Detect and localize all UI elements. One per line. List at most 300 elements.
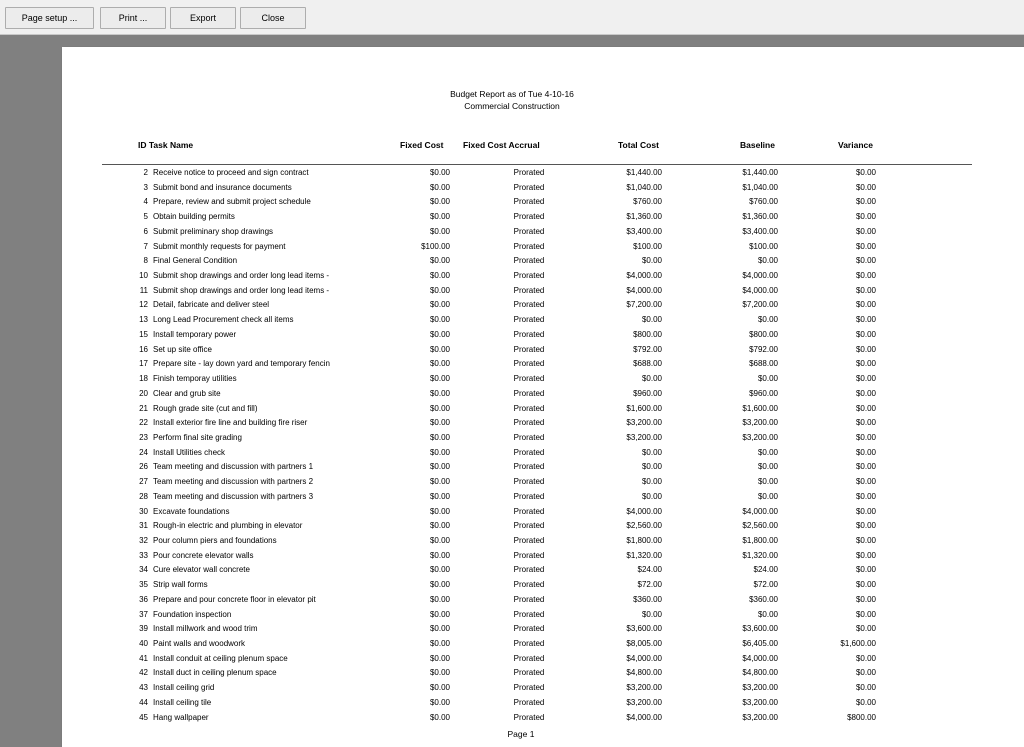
cell-total-cost: $3,400.00 bbox=[626, 226, 662, 236]
cell-fixed-cost: $0.00 bbox=[429, 447, 450, 457]
table-row bbox=[0, 624, 1024, 638]
cell-baseline: $360.00 bbox=[749, 594, 778, 604]
cell-task-name: Install exterior fire line and building fire riser bbox=[153, 418, 308, 428]
cell-task-name: Cure elevator wall concrete bbox=[153, 565, 250, 575]
cell-task-name: Submit monthly requests for payment bbox=[153, 241, 286, 251]
cell-fixed-cost: $0.00 bbox=[429, 418, 450, 428]
cell-variance: $0.00 bbox=[855, 329, 876, 339]
cell-total-cost: $0.00 bbox=[641, 609, 662, 619]
cell-baseline: $960.00 bbox=[749, 388, 778, 398]
cell-fixed-cost-accrual: Prorated bbox=[513, 300, 545, 310]
cell-baseline: $7,200.00 bbox=[742, 300, 778, 310]
cell-baseline: $0.00 bbox=[757, 477, 778, 487]
cell-variance: $0.00 bbox=[855, 624, 876, 634]
cell-task-name: Hang wallpaper bbox=[153, 712, 209, 722]
cell-baseline: $760.00 bbox=[749, 197, 778, 207]
cell-variance: $0.00 bbox=[855, 388, 876, 398]
table-row bbox=[0, 404, 1024, 418]
cell-total-cost: $100.00 bbox=[633, 241, 662, 251]
cell-baseline: $3,200.00 bbox=[742, 697, 778, 707]
cell-variance: $0.00 bbox=[855, 506, 876, 516]
cell-fixed-cost-accrual: Prorated bbox=[513, 432, 545, 442]
cell-variance: $0.00 bbox=[855, 580, 876, 590]
cell-fixed-cost-accrual: Prorated bbox=[513, 477, 545, 487]
cell-fixed-cost: $0.00 bbox=[429, 388, 450, 398]
cell-baseline: $3,200.00 bbox=[742, 418, 778, 428]
cell-variance: $0.00 bbox=[855, 212, 876, 222]
cell-variance: $0.00 bbox=[855, 668, 876, 678]
cell-variance: $0.00 bbox=[855, 197, 876, 207]
cell-total-cost: $0.00 bbox=[641, 477, 662, 487]
table-row bbox=[0, 683, 1024, 697]
table-row bbox=[0, 536, 1024, 550]
cell-variance: $0.00 bbox=[855, 418, 876, 428]
cell-fixed-cost: $0.00 bbox=[429, 653, 450, 663]
cell-task-name: Strip wall forms bbox=[153, 580, 208, 590]
cell-baseline: $1,040.00 bbox=[742, 182, 778, 192]
table-row bbox=[0, 448, 1024, 462]
cell-variance: $0.00 bbox=[855, 256, 876, 266]
cell-fixed-cost: $0.00 bbox=[429, 668, 450, 678]
cell-task-name: Team meeting and discussion with partners 2 bbox=[153, 477, 314, 487]
cell-variance: $0.00 bbox=[855, 653, 876, 663]
cell-baseline: $4,800.00 bbox=[742, 668, 778, 678]
cell-variance: $0.00 bbox=[855, 241, 876, 251]
cell-fixed-cost-accrual: Prorated bbox=[513, 653, 545, 663]
cell-fixed-cost: $0.00 bbox=[429, 712, 450, 722]
cell-variance: $0.00 bbox=[855, 374, 876, 384]
cell-task-name: Long Lead Procurement check all items bbox=[153, 315, 294, 325]
cell-task-name: Prepare and pour concrete floor in elevator pit bbox=[153, 594, 316, 604]
cell-task-name: Rough grade site (cut and fill) bbox=[153, 403, 258, 413]
cell-fixed-cost-accrual: Prorated bbox=[513, 521, 545, 531]
cell-task-name: Install conduit at ceiling plenum space bbox=[153, 653, 288, 663]
cell-fixed-cost-accrual: Prorated bbox=[513, 624, 545, 634]
cell-baseline: $1,800.00 bbox=[742, 536, 778, 545]
cell-total-cost: $688.00 bbox=[633, 359, 662, 369]
report-title: Budget Report as of Tue 4-10-16 bbox=[450, 89, 574, 99]
cell-baseline: $0.00 bbox=[757, 256, 778, 266]
cell-variance: $0.00 bbox=[855, 168, 876, 177]
cell-fixed-cost: $0.00 bbox=[429, 477, 450, 487]
table-row bbox=[0, 433, 1024, 447]
cell-fixed-cost-accrual: Prorated bbox=[513, 565, 545, 575]
cell-fixed-cost-accrual: Prorated bbox=[513, 683, 545, 693]
cell-task-id: 27 bbox=[139, 477, 148, 487]
table-row bbox=[0, 359, 1024, 373]
table-row bbox=[0, 227, 1024, 241]
cell-total-cost: $8,005.00 bbox=[626, 639, 662, 649]
cell-baseline: $72.00 bbox=[753, 580, 778, 590]
cell-task-name: Pour column piers and foundations bbox=[153, 536, 277, 545]
table-row bbox=[0, 698, 1024, 712]
cell-variance: $0.00 bbox=[855, 344, 876, 354]
cell-baseline: $4,000.00 bbox=[742, 653, 778, 663]
cell-task-id: 17 bbox=[139, 359, 148, 369]
cell-task-id: 4 bbox=[143, 197, 148, 207]
cell-task-name: Submit preliminary shop drawings bbox=[153, 226, 274, 236]
table-row bbox=[0, 565, 1024, 579]
cell-fixed-cost-accrual: Prorated bbox=[513, 639, 545, 649]
cell-fixed-cost: $0.00 bbox=[429, 462, 450, 472]
cell-variance: $0.00 bbox=[855, 683, 876, 693]
cell-task-id: 41 bbox=[139, 653, 148, 663]
cell-task-id: 22 bbox=[139, 418, 148, 428]
cell-task-id: 33 bbox=[139, 550, 148, 560]
table-row bbox=[0, 713, 1024, 727]
cell-variance: $0.00 bbox=[855, 432, 876, 442]
cell-total-cost: $4,000.00 bbox=[626, 712, 662, 722]
cell-total-cost: $0.00 bbox=[641, 315, 662, 325]
cell-fixed-cost-accrual: Prorated bbox=[513, 594, 545, 604]
cell-variance: $0.00 bbox=[855, 285, 876, 295]
cell-task-id: 31 bbox=[139, 521, 148, 531]
cell-task-name: Final General Condition bbox=[153, 256, 238, 266]
cell-variance: $0.00 bbox=[855, 697, 876, 707]
table-row bbox=[0, 271, 1024, 285]
cell-fixed-cost: $0.00 bbox=[429, 506, 450, 516]
cell-baseline: $792.00 bbox=[749, 344, 778, 354]
table-row bbox=[0, 610, 1024, 624]
cell-baseline: $4,000.00 bbox=[742, 271, 778, 281]
table-row bbox=[0, 654, 1024, 668]
table-row bbox=[0, 551, 1024, 565]
cell-fixed-cost: $0.00 bbox=[429, 639, 450, 649]
cell-task-name: Paint walls and woodwork bbox=[153, 639, 246, 649]
cell-task-name: Rough-in electric and plumbing in elevator bbox=[153, 521, 303, 531]
report-subtitle: Commercial Construction bbox=[464, 101, 560, 111]
cell-task-name: Excavate foundations bbox=[153, 506, 230, 516]
cell-total-cost: $0.00 bbox=[641, 447, 662, 457]
cell-baseline: $24.00 bbox=[753, 565, 778, 575]
cell-task-id: 6 bbox=[143, 226, 148, 236]
header-variance: Variance bbox=[838, 140, 873, 150]
cell-total-cost: $0.00 bbox=[641, 256, 662, 266]
cell-variance: $0.00 bbox=[855, 403, 876, 413]
cell-fixed-cost-accrual: Prorated bbox=[513, 168, 545, 177]
cell-task-name: Foundation inspection bbox=[153, 609, 232, 619]
cell-task-id: 2 bbox=[143, 168, 148, 177]
cell-fixed-cost-accrual: Prorated bbox=[513, 359, 545, 369]
cell-baseline: $4,000.00 bbox=[742, 506, 778, 516]
cell-baseline: $1,320.00 bbox=[742, 550, 778, 560]
cell-task-id: 28 bbox=[139, 491, 148, 501]
cell-variance: $0.00 bbox=[855, 447, 876, 457]
table-row bbox=[0, 477, 1024, 491]
cell-fixed-cost-accrual: Prorated bbox=[513, 226, 545, 236]
table-row bbox=[0, 315, 1024, 329]
cell-fixed-cost-accrual: Prorated bbox=[513, 491, 545, 501]
cell-fixed-cost-accrual: Prorated bbox=[513, 580, 545, 590]
cell-fixed-cost-accrual: Prorated bbox=[513, 256, 545, 266]
cell-total-cost: $4,000.00 bbox=[626, 271, 662, 281]
cell-task-id: 23 bbox=[139, 432, 148, 442]
cell-fixed-cost: $0.00 bbox=[429, 300, 450, 310]
cell-task-id: 37 bbox=[139, 609, 148, 619]
cell-task-id: 24 bbox=[139, 447, 148, 457]
page-setup-button[interactable]: Page setup ... bbox=[5, 7, 94, 29]
header-total-cost: Total Cost bbox=[618, 140, 659, 150]
table-row bbox=[0, 521, 1024, 535]
cell-task-id: 13 bbox=[139, 315, 148, 325]
cell-total-cost: $3,200.00 bbox=[626, 683, 662, 693]
cell-fixed-cost: $0.00 bbox=[429, 432, 450, 442]
cell-total-cost: $1,040.00 bbox=[626, 182, 662, 192]
cell-variance: $0.00 bbox=[855, 491, 876, 501]
cell-fixed-cost-accrual: Prorated bbox=[513, 197, 545, 207]
cell-variance: $0.00 bbox=[855, 226, 876, 236]
cell-task-name: Obtain building permits bbox=[153, 212, 235, 222]
header-baseline: Baseline bbox=[740, 140, 775, 150]
cell-total-cost: $1,800.00 bbox=[626, 536, 662, 545]
cell-baseline: $0.00 bbox=[757, 491, 778, 501]
print-preview-toolbar bbox=[0, 0, 1024, 35]
cell-fixed-cost: $0.00 bbox=[429, 344, 450, 354]
table-row bbox=[0, 197, 1024, 211]
cell-task-id: 10 bbox=[139, 271, 148, 281]
cell-fixed-cost-accrual: Prorated bbox=[513, 344, 545, 354]
cell-total-cost: $792.00 bbox=[633, 344, 662, 354]
table-row bbox=[0, 330, 1024, 344]
cell-variance: $0.00 bbox=[855, 550, 876, 560]
cell-fixed-cost: $0.00 bbox=[429, 624, 450, 634]
cell-task-id: 30 bbox=[139, 506, 148, 516]
cell-fixed-cost-accrual: Prorated bbox=[513, 462, 545, 472]
cell-variance: $0.00 bbox=[855, 182, 876, 192]
cell-baseline: $2,560.00 bbox=[742, 521, 778, 531]
table-row bbox=[0, 300, 1024, 314]
cell-task-name: Install Utilities check bbox=[153, 447, 226, 457]
export-button[interactable]: Export bbox=[170, 7, 236, 29]
table-row bbox=[0, 374, 1024, 388]
cell-fixed-cost: $0.00 bbox=[429, 182, 450, 192]
cell-variance: $800.00 bbox=[847, 712, 876, 722]
cell-task-id: 36 bbox=[139, 594, 148, 604]
cell-variance: $0.00 bbox=[855, 565, 876, 575]
cell-task-name: Prepare site - lay down yard and temporary fencin bbox=[153, 359, 330, 369]
cell-task-name: Prepare, review and submit project schedule bbox=[153, 197, 311, 207]
cell-variance: $0.00 bbox=[855, 271, 876, 281]
cell-fixed-cost: $0.00 bbox=[429, 329, 450, 339]
cell-baseline: $3,200.00 bbox=[742, 432, 778, 442]
cell-variance: $0.00 bbox=[855, 462, 876, 472]
cell-task-id: 11 bbox=[139, 285, 148, 295]
cell-fixed-cost: $0.00 bbox=[429, 491, 450, 501]
cell-baseline: $1,440.00 bbox=[742, 168, 778, 177]
cell-task-id: 18 bbox=[139, 374, 148, 384]
cell-fixed-cost: $0.00 bbox=[429, 271, 450, 281]
cell-fixed-cost: $0.00 bbox=[429, 521, 450, 531]
cell-baseline: $0.00 bbox=[757, 609, 778, 619]
cell-total-cost: $1,440.00 bbox=[626, 168, 662, 177]
cell-fixed-cost: $0.00 bbox=[429, 565, 450, 575]
table-row bbox=[0, 462, 1024, 476]
cell-task-id: 7 bbox=[143, 241, 148, 251]
cell-fixed-cost: $0.00 bbox=[429, 359, 450, 369]
cell-baseline: $3,200.00 bbox=[742, 712, 778, 722]
cell-fixed-cost: $0.00 bbox=[429, 697, 450, 707]
cell-fixed-cost: $0.00 bbox=[429, 683, 450, 693]
cell-total-cost: $24.00 bbox=[637, 565, 662, 575]
cell-task-id: 45 bbox=[139, 712, 148, 722]
cell-total-cost: $800.00 bbox=[633, 329, 662, 339]
cell-baseline: $1,360.00 bbox=[742, 212, 778, 222]
cell-task-id: 39 bbox=[139, 624, 148, 634]
table-row bbox=[0, 389, 1024, 403]
print-button[interactable]: Print ... bbox=[100, 7, 166, 29]
cell-total-cost: $3,600.00 bbox=[626, 624, 662, 634]
cell-variance: $0.00 bbox=[855, 300, 876, 310]
page-number: Page 1 bbox=[507, 729, 535, 739]
cell-task-name: Install millwork and wood trim bbox=[153, 624, 258, 634]
header-divider bbox=[102, 164, 972, 165]
cell-task-name: Submit bond and insurance documents bbox=[153, 182, 292, 192]
table-row bbox=[0, 168, 1024, 182]
cell-variance: $0.00 bbox=[855, 609, 876, 619]
cell-total-cost: $4,800.00 bbox=[626, 668, 662, 678]
cell-fixed-cost-accrual: Prorated bbox=[513, 212, 545, 222]
cell-total-cost: $4,000.00 bbox=[626, 506, 662, 516]
cell-variance: $0.00 bbox=[855, 477, 876, 487]
cell-fixed-cost-accrual: Prorated bbox=[513, 418, 545, 428]
cell-task-id: 26 bbox=[139, 462, 148, 472]
cell-total-cost: $3,200.00 bbox=[626, 697, 662, 707]
cell-fixed-cost-accrual: Prorated bbox=[513, 668, 545, 678]
cell-fixed-cost: $0.00 bbox=[429, 226, 450, 236]
cell-fixed-cost-accrual: Prorated bbox=[513, 536, 545, 545]
cell-task-name: Receive notice to proceed and sign contract bbox=[153, 168, 309, 177]
table-row bbox=[0, 418, 1024, 432]
table-row bbox=[0, 345, 1024, 359]
cell-variance: $0.00 bbox=[855, 594, 876, 604]
cell-fixed-cost-accrual: Prorated bbox=[513, 374, 545, 384]
cell-task-id: 20 bbox=[139, 388, 148, 398]
header-fixed-cost-accrual: Fixed Cost Accrual bbox=[463, 140, 540, 150]
cell-total-cost: $960.00 bbox=[633, 388, 662, 398]
cell-total-cost: $0.00 bbox=[641, 462, 662, 472]
table-row bbox=[0, 580, 1024, 594]
cell-fixed-cost-accrual: Prorated bbox=[513, 712, 545, 722]
cell-fixed-cost: $0.00 bbox=[429, 536, 450, 545]
cell-total-cost: $7,200.00 bbox=[626, 300, 662, 310]
table-row bbox=[0, 256, 1024, 270]
cell-fixed-cost: $0.00 bbox=[429, 594, 450, 604]
cell-task-name: Submit shop drawings and order long lead items - bbox=[153, 285, 330, 295]
cell-fixed-cost: $0.00 bbox=[429, 403, 450, 413]
cell-fixed-cost: $0.00 bbox=[429, 197, 450, 207]
cell-baseline: $3,200.00 bbox=[742, 683, 778, 693]
cell-baseline: $3,400.00 bbox=[742, 226, 778, 236]
cell-fixed-cost: $0.00 bbox=[429, 374, 450, 384]
cell-total-cost: $72.00 bbox=[637, 580, 662, 590]
table-row bbox=[0, 595, 1024, 609]
cell-task-name: Detail, fabricate and deliver steel bbox=[153, 300, 270, 310]
cell-task-id: 12 bbox=[139, 300, 148, 310]
cell-task-name: Install duct in ceiling plenum space bbox=[153, 668, 277, 678]
cell-baseline: $0.00 bbox=[757, 374, 778, 384]
cell-fixed-cost-accrual: Prorated bbox=[513, 550, 545, 560]
cell-task-id: 8 bbox=[143, 256, 148, 266]
cell-task-id: 3 bbox=[143, 182, 148, 192]
cell-task-id: 35 bbox=[139, 580, 148, 590]
cell-fixed-cost-accrual: Prorated bbox=[513, 506, 545, 516]
close-button[interactable]: Close bbox=[240, 7, 306, 29]
cell-fixed-cost-accrual: Prorated bbox=[513, 609, 545, 619]
cell-fixed-cost: $0.00 bbox=[429, 580, 450, 590]
cell-task-id: 42 bbox=[139, 668, 148, 678]
table-row bbox=[0, 183, 1024, 197]
table-row bbox=[0, 286, 1024, 300]
cell-fixed-cost: $100.00 bbox=[421, 241, 450, 251]
cell-variance: $0.00 bbox=[855, 536, 876, 545]
header-id-task-name: ID Task Name bbox=[138, 140, 194, 150]
cell-baseline: $6,405.00 bbox=[742, 639, 778, 649]
cell-baseline: $4,000.00 bbox=[742, 285, 778, 295]
cell-variance: $1,600.00 bbox=[840, 639, 876, 649]
cell-total-cost: $4,000.00 bbox=[626, 285, 662, 295]
cell-baseline: $100.00 bbox=[749, 241, 778, 251]
cell-task-name: Team meeting and discussion with partners 3 bbox=[153, 491, 314, 501]
cell-fixed-cost-accrual: Prorated bbox=[513, 388, 545, 398]
cell-fixed-cost-accrual: Prorated bbox=[513, 447, 545, 457]
table-row bbox=[0, 507, 1024, 521]
cell-fixed-cost: $0.00 bbox=[429, 168, 450, 177]
cell-total-cost: $1,600.00 bbox=[626, 403, 662, 413]
cell-task-name: Pour concrete elevator walls bbox=[153, 550, 254, 560]
cell-fixed-cost-accrual: Prorated bbox=[513, 329, 545, 339]
cell-baseline: $0.00 bbox=[757, 315, 778, 325]
cell-fixed-cost: $0.00 bbox=[429, 315, 450, 325]
cell-baseline: $800.00 bbox=[749, 329, 778, 339]
header-fixed-cost: Fixed Cost bbox=[400, 140, 444, 150]
cell-variance: $0.00 bbox=[855, 359, 876, 369]
cell-task-name: Install temporary power bbox=[153, 329, 237, 339]
table-row bbox=[0, 242, 1024, 256]
cell-task-id: 44 bbox=[139, 697, 148, 707]
cell-task-id: 5 bbox=[143, 212, 148, 222]
cell-task-name: Finish temporay utilities bbox=[153, 374, 237, 384]
cell-total-cost: $2,560.00 bbox=[626, 521, 662, 531]
cell-task-id: 34 bbox=[139, 565, 148, 575]
cell-fixed-cost-accrual: Prorated bbox=[513, 315, 545, 325]
cell-baseline: $0.00 bbox=[757, 447, 778, 457]
cell-task-name: Team meeting and discussion with partners 1 bbox=[153, 462, 314, 472]
cell-variance: $0.00 bbox=[855, 315, 876, 325]
cell-fixed-cost-accrual: Prorated bbox=[513, 403, 545, 413]
table-row bbox=[0, 212, 1024, 226]
cell-task-id: 21 bbox=[139, 403, 148, 413]
cell-baseline: $3,600.00 bbox=[742, 624, 778, 634]
table-row bbox=[0, 492, 1024, 506]
cell-task-id: 43 bbox=[139, 683, 148, 693]
cell-total-cost: $1,320.00 bbox=[626, 550, 662, 560]
cell-task-name: Perform final site grading bbox=[153, 432, 242, 442]
cell-fixed-cost-accrual: Prorated bbox=[513, 182, 545, 192]
cell-task-name: Install ceiling grid bbox=[153, 683, 215, 693]
cell-baseline: $688.00 bbox=[749, 359, 778, 369]
cell-fixed-cost-accrual: Prorated bbox=[513, 241, 545, 251]
cell-task-name: Install ceiling tile bbox=[153, 697, 212, 707]
cell-total-cost: $360.00 bbox=[633, 594, 662, 604]
cell-total-cost: $1,360.00 bbox=[626, 212, 662, 222]
cell-fixed-cost-accrual: Prorated bbox=[513, 271, 545, 281]
cell-task-name: Submit shop drawings and order long lead items - bbox=[153, 271, 330, 281]
cell-task-id: 16 bbox=[139, 344, 148, 354]
cell-total-cost: $760.00 bbox=[633, 197, 662, 207]
cell-total-cost: $3,200.00 bbox=[626, 418, 662, 428]
cell-task-id: 40 bbox=[139, 639, 148, 649]
cell-task-name: Set up site office bbox=[153, 344, 212, 354]
